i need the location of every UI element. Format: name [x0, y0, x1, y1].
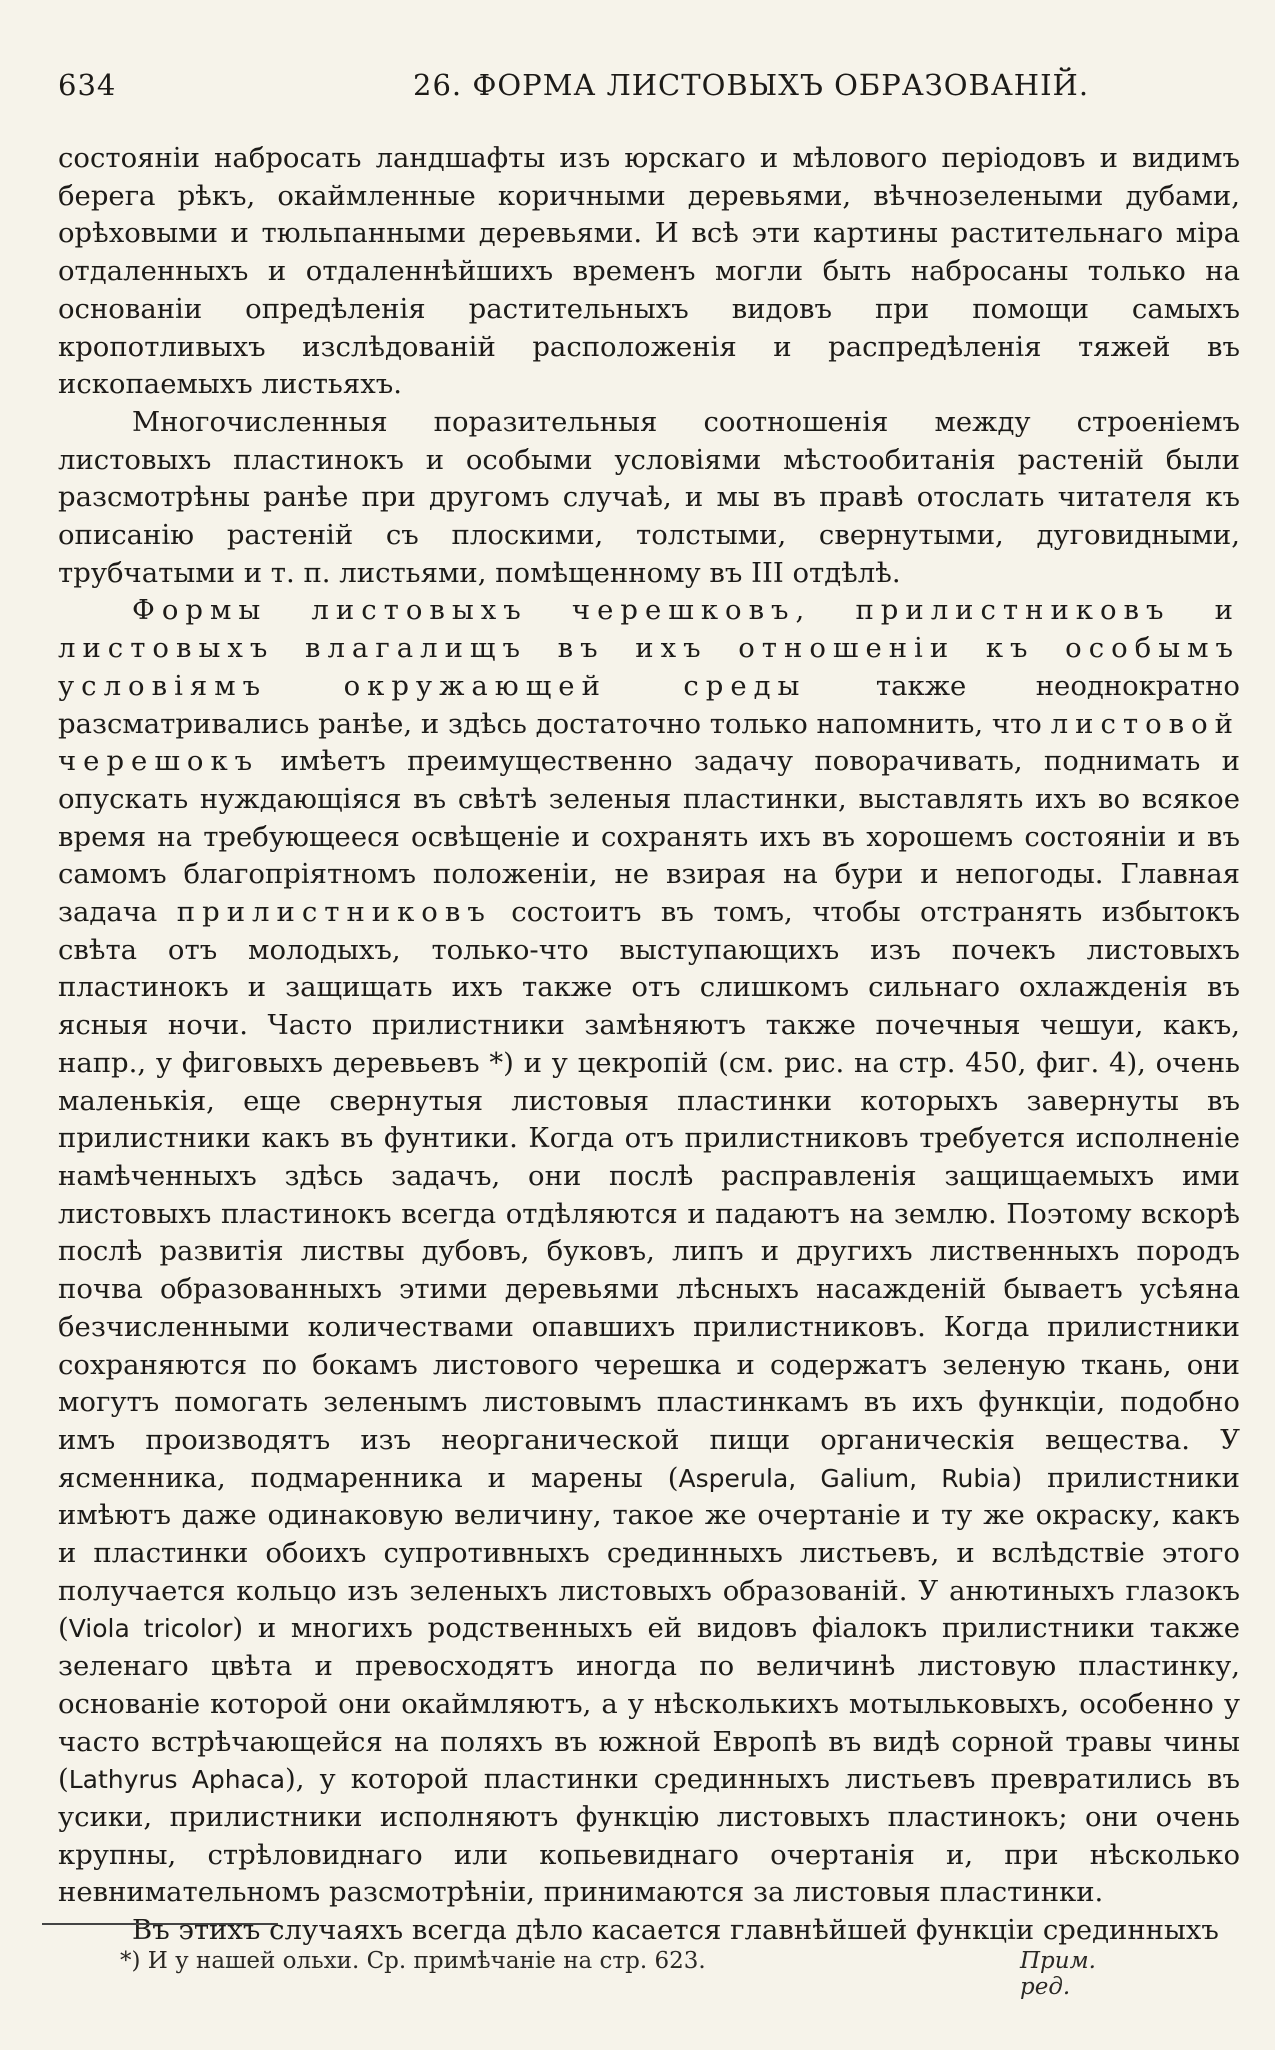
- text-run: также неоднократно разсматривались ранѣе, и здѣсь достаточно только напомнить, что: [58, 669, 1240, 740]
- footnote-signature: Прим. ред.: [1020, 1948, 1096, 2000]
- footnote: [120, 1948, 1150, 2000]
- footnote-divider: [42, 1923, 278, 1925]
- running-title: 26. ФОРМА ЛИСТОВЫХЪ ОБРАЗОВАНІЙ.: [413, 68, 1090, 102]
- spaced-heading-phrase: Формы листовыхъ черешковъ, прилистниковъ и листовыхъ влагалищъ въ ихъ отношеніи къ особымъ условіямъ окружающей среды: [58, 594, 1240, 702]
- text-run: ), у которой пластинки срединныхъ листьевъ превратились въ усики, прилистники исполняютъ функцію листовыхъ пластинокъ; они очень крупны, стрѣловиднаго или копьевиднаго очертанія и, при нѣсколько невнимательномъ разсмотрѣніи, принимаются за листовыя пластинки.: [58, 1763, 1240, 1909]
- text-run: имѣетъ преимущественно задачу поворачивать, поднимать и опускать нуждающіяся въ свѣтѣ зеленыя пластинки, выставлять ихъ во всякое время на требующееся освѣщеніе и сохранять ихъ въ хорошемъ состояніи и въ самомъ благопріятномъ положеніи, не взирая на бури и непогоды. Главная задача: [58, 745, 1240, 929]
- text-run: ) и многихъ родственныхъ ей видовъ фіалокъ прилистники также зеленаго цвѣта и превосходятъ иногда по величинѣ листовую пластинку, основаніе которой они окаймляютъ, а у нѣсколькихъ мотыльковыхъ, особенно у часто встрѣчающейся на поляхъ въ южной Европѣ въ видѣ сорной травы чины (: [58, 1612, 1241, 1796]
- paragraph-2: Многочисленныя поразительныя соотношенія между строеніемъ листовыхъ пластинокъ и особыми условіями мѣстообитанія растеній были разсмотрѣны ранѣе при другомъ случаѣ, и мы въ правѣ отослать читателя къ описанію растеній съ плоскими, толстыми, свернутыми, дуговидными, трубчатыми и т. п. листьями, помѣщенному въ III отдѣлѣ.: [58, 405, 1240, 589]
- page-number: 634: [58, 68, 117, 102]
- paragraph-3: [58, 592, 1240, 1912]
- page-header: [58, 60, 1240, 110]
- spaced-term-stipules: прилистниковъ: [176, 896, 492, 929]
- text-run: состоитъ въ томъ, чтобы отстранять избытокъ свѣта отъ молодыхъ, только-что выступающихъ изъ почекъ листовыхъ пластинокъ и защищать ихъ также отъ слишкомъ сильнаго охлажденія въ ясныя ночи. Часто прилистники замѣняютъ также почечныя чешуи, какъ, напр., у фиговыхъ деревьевъ *) и у цекропій (см. рис. на стр. 450, фиг. 4), очень маленькія, еще свернутыя листовыя пластинки которыхъ завернуты въ прилистники какъ въ фунтики. Когда отъ прилистниковъ требуется исполненіе намѣченныхъ здѣсь задачъ, они послѣ расправленія защищаемыхъ ими листовыхъ пластинокъ всегда отдѣляются и падаютъ на землю. Поэтому вскорѣ послѣ развитія листвы дубовъ, буковъ, липъ и другихъ лиственныхъ породъ почва образованныхъ этими деревьями лѣсныхъ насажденій бываетъ усѣяна безчисленными количествами опавшихъ прилистниковъ. Когда прилистники сохраняются по бокамъ листового черешка и содержатъ зеленую ткань, они могутъ помогать зеленымъ листовымъ пластинкамъ въ ихъ функціи, подобно имъ производятъ изъ неорганической пищи органическія вещества. У ясменника, подмаренника и марены (: [58, 896, 1240, 1494]
- latin-name-lathyrus: Lathyrus Aphaca: [68, 1765, 286, 1795]
- paragraph-1: состояніи набросать ландшафты изъ юрскаго и мѣлового періодовъ и видимъ берега рѣкъ, окаймленные коричными деревьями, вѣчнозелеными дубами, орѣховыми и тюльпанными деревьями. И всѣ эти картины растительнаго міра отдаленныхъ и отдаленнѣйшихъ временъ могли быть набросаны только на основаніи опредѣленія растительныхъ видовъ при помощи самыхъ кропотливыхъ изслѣдованій расположенія и распредѣленія тяжей въ ископаемыхъ листьяхъ.: [58, 142, 1240, 401]
- paragraph-4: Въ этихъ случаяхъ всегда дѣло касается главнѣйшей функціи срединныхъ: [132, 1914, 1219, 1947]
- latin-name-viola: Viola tricolor: [68, 1614, 233, 1644]
- body-text: [58, 140, 1240, 1950]
- spaced-term-petiole: листовой черешокъ: [58, 707, 1240, 778]
- footnote-text: *) И у нашей ольхи. Ср. примѣчаніе на стр. 623.: [120, 1948, 706, 1974]
- latin-names-asperula: Asperula, Galium, Rubia: [678, 1463, 1012, 1493]
- text-run: ) прилистники имѣютъ даже одинаковую величину, такое же очертаніе и ту же окраску, какъ и пластинки обоихъ супротивныхъ срединныхъ листьевъ, и вслѣдствіе этого получается кольцо изъ зеленыхъ листовыхъ образованій. У анютиныхъ глазокъ (: [58, 1461, 1240, 1645]
